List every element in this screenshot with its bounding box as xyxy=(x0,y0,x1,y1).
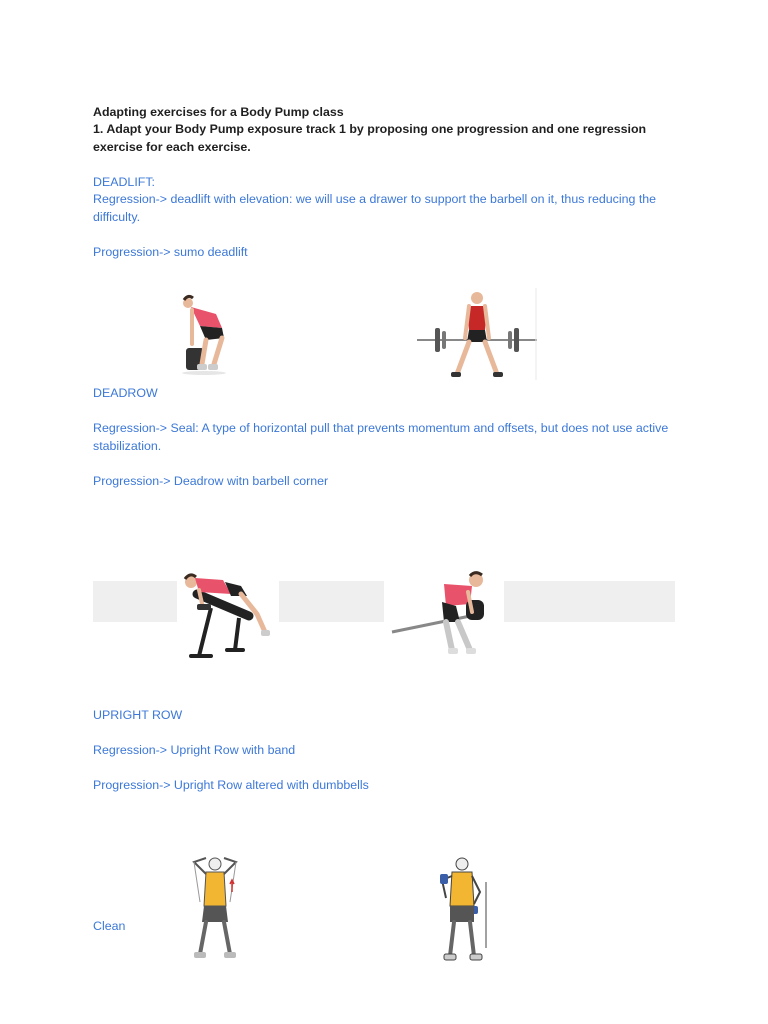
deadrow-heading: DEADROW xyxy=(93,386,158,400)
clean-heading: Clean xyxy=(93,919,126,933)
sumo-deadlift-illustration xyxy=(415,288,539,380)
deadlift-heading: DEADLIFT: xyxy=(93,175,155,189)
upright-row-regression: Regression-> Upright Row with band xyxy=(93,743,296,757)
upright-row-band-illustration xyxy=(186,852,244,962)
deadlift-progression: Progression-> sumo deadlift xyxy=(93,245,248,259)
deadrow-regression: Regression-> Seal: A type of horizontal pull that prevents momentum and offsets, but does not use active stabilization. xyxy=(93,421,669,453)
upright-row-heading: UPRIGHT ROW xyxy=(93,708,183,722)
upright-row-dumbbells-illustration xyxy=(430,852,494,964)
doc-instruction: 1. Adapt your Body Pump exposure track 1 by proposing one progression and one regression exercise for each exercise. xyxy=(93,122,647,154)
doc-title: Adapting exercises for a Body Pump class xyxy=(93,105,344,119)
deadlift-elevation-illustration xyxy=(178,292,236,376)
upright-row-progression: Progression-> Upright Row altered with dumbbells xyxy=(93,778,369,792)
seal-row-illustration xyxy=(177,552,279,664)
barbell-corner-row-illustration xyxy=(384,532,504,666)
deadlift-regression: Regression-> deadlift with elevation: we will use a drawer to support the barbell on it, thus reducing the difficulty. xyxy=(93,192,657,224)
deadrow-progression: Progression-> Deadrow witn barbell corner xyxy=(93,474,329,488)
